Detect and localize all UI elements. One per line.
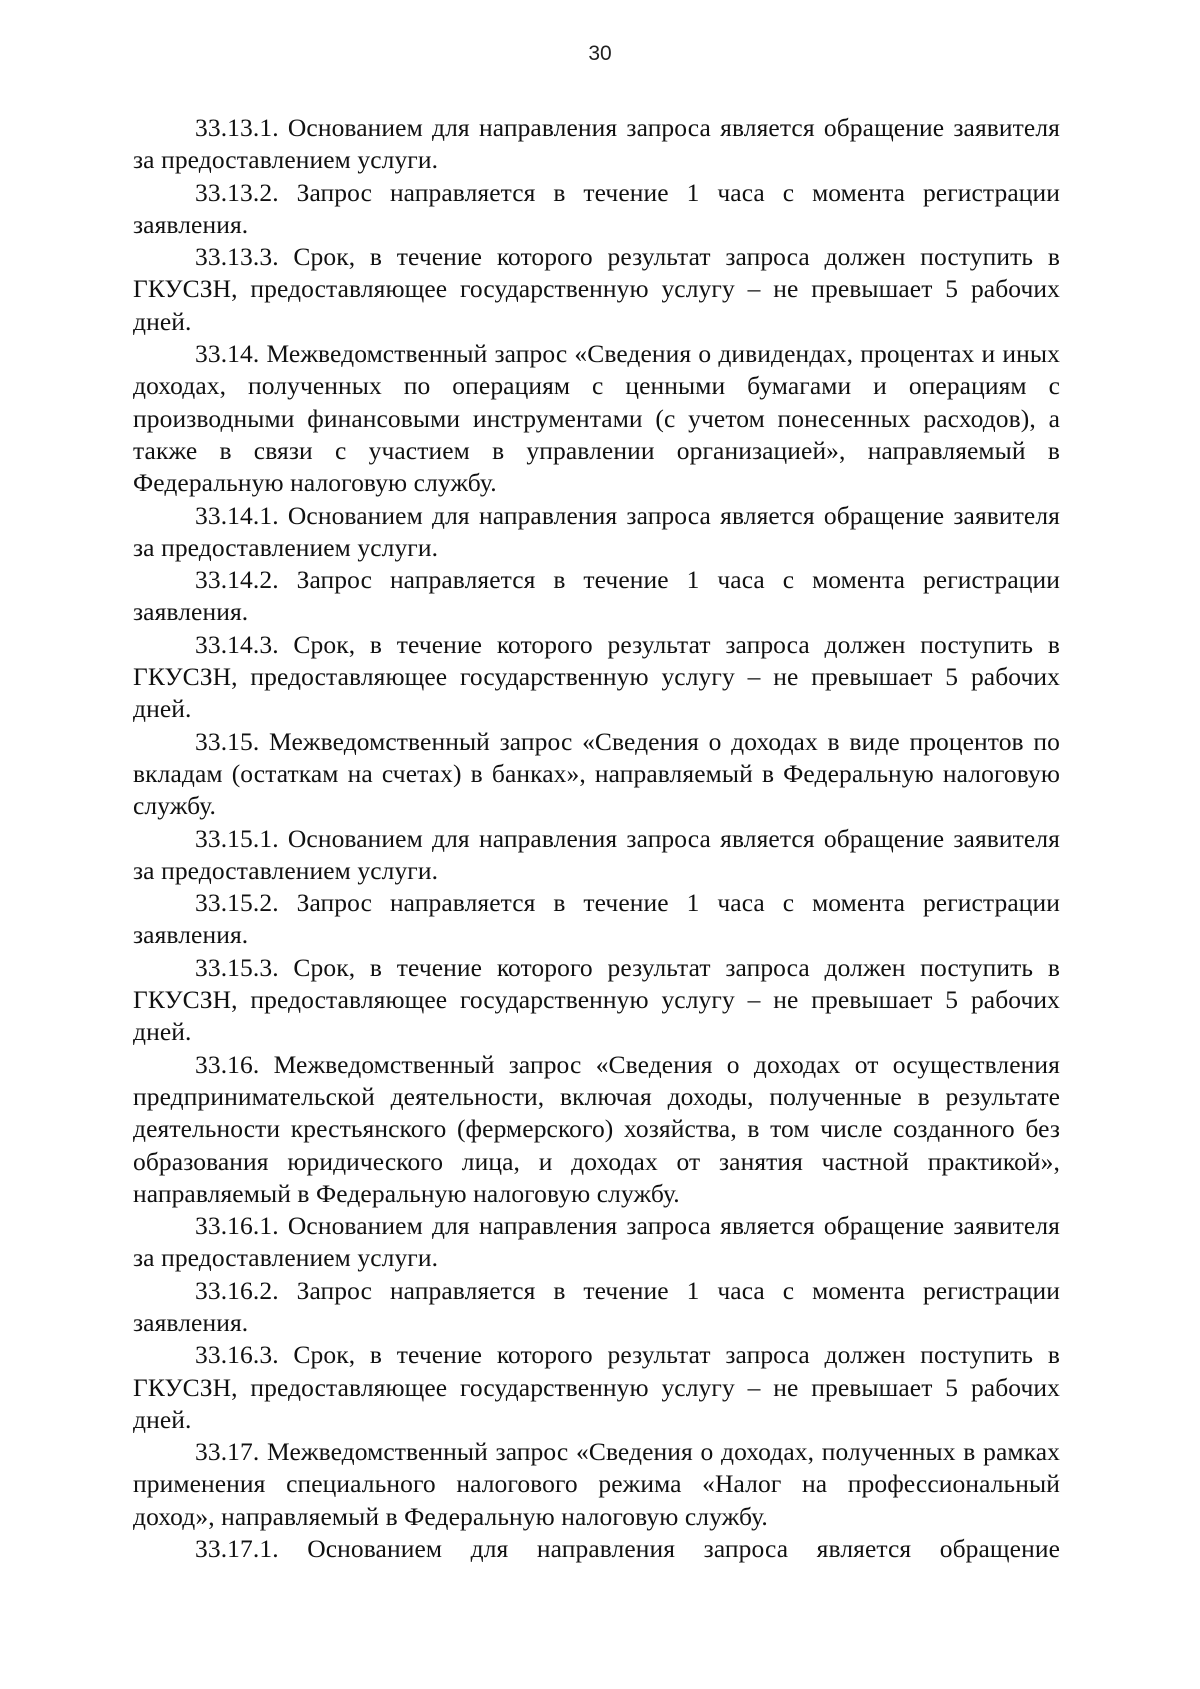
paragraph-33-14-2: 33.14.2. Запрос направляется в течение 1 часа с момента регистрации заявления. <box>133 565 1060 627</box>
paragraph-33-16-1: 33.16.1. Основанием для направления запроса является обращение заявителя за предоставлением услуги. <box>133 1211 1060 1273</box>
paragraph-33-13-2: 33.13.2. Запрос направляется в течение 1 часа с момента регистрации заявления. <box>133 177 1060 239</box>
paragraph-33-17: 33.17. Межведомственный запрос «Сведения о доходах, полученных в рамках применения специального налогового режима «Налог на профессиональный доход», направляемый в Федеральную налоговую службу. <box>133 1437 1060 1531</box>
paragraph-33-14: 33.14. Межведомственный запрос «Сведения о дивидендах, процентах и иных доходах, полученных по операциям с ценными бумагами и операциям с производными финансовыми инструментами (с учетом понесенных расходов), а также в связи с участием в управлении организацией», направляемый в Федеральную налоговую службу. <box>133 339 1060 498</box>
paragraph-33-13-3: 33.13.3. Срок, в течение которого результат запроса должен поступить в ГКУСЗН, предоставляющее государственную услугу – не превышает 5 рабочих дней. <box>133 242 1060 336</box>
document-body <box>133 112 1060 1565</box>
paragraph-33-13-1: 33.13.1. Основанием для направления запроса является обращение заявителя за предоставлением услуги. <box>133 113 1060 175</box>
paragraph-33-15-2: 33.15.2. Запрос направляется в течение 1 часа с момента регистрации заявления. <box>133 888 1060 950</box>
paragraph-33-15-1: 33.15.1. Основанием для направления запроса является обращение заявителя за предоставлением услуги. <box>133 823 1060 885</box>
paragraph-33-14-1: 33.14.1. Основанием для направления запроса является обращение заявителя за предоставлением услуги. <box>133 500 1060 562</box>
paragraph-33-14-3: 33.14.3. Срок, в течение которого результат запроса должен поступить в ГКУСЗН, предоставляющее государственную услугу – не превышает 5 рабочих дней. <box>133 629 1060 724</box>
paragraph-33-15: 33.15. Межведомственный запрос «Сведения о доходах в виде процентов по вкладам (остаткам на счетах) в банках», направляемый в Федеральную налоговую службу. <box>133 726 1060 821</box>
paragraph-33-17-1: 33.17.1. Основанием для направления запроса является обращение <box>195 1534 1060 1564</box>
page-number: 30 <box>588 42 612 65</box>
paragraph-33-16-2: 33.16.2. Запрос направляется в течение 1 часа с момента регистрации заявления. <box>133 1275 1060 1337</box>
paragraph-33-16: 33.16. Межведомственный запрос «Сведения о доходах от осуществления предпринимательской деятельности, включая доходы, полученные в результате деятельности крестьянского (фермерского) хозяйства, в том числе созданного без образования юридического лица, и доходах от занятия частной практикой», направляемый в Федеральную налоговую службу. <box>133 1049 1060 1208</box>
paragraph-33-15-3: 33.15.3. Срок, в течение которого результат запроса должен поступить в ГКУСЗН, предоставляющее государственную услугу – не превышает 5 рабочих дней. <box>133 952 1060 1047</box>
paragraph-33-16-3: 33.16.3. Срок, в течение которого результат запроса должен поступить в ГКУСЗН, предоставляющее государственную услугу – не превышает 5 рабочих дней. <box>133 1340 1060 1434</box>
